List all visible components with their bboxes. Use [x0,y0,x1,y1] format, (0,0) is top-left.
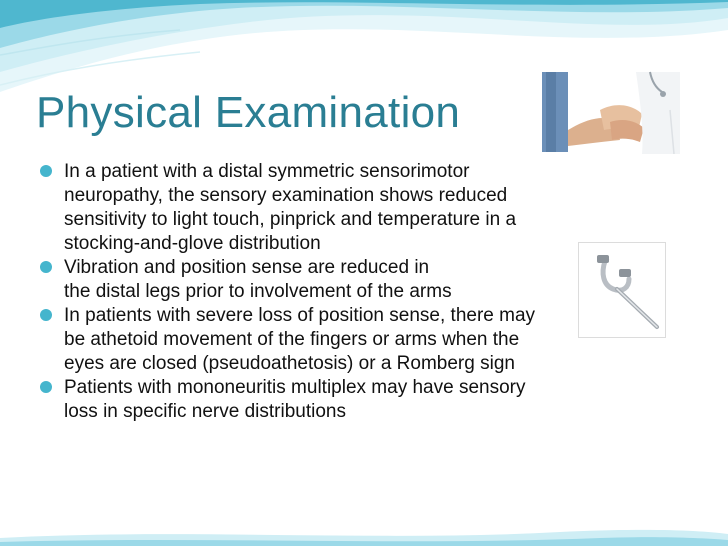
bullet-text-line: In a patient with a distal symmetric sensorimotor [64,161,470,182]
bullet-text-line: the distal legs prior to involvement of the arms [64,281,452,302]
bullet-marker-icon [40,165,52,177]
bullet-marker-icon [40,309,52,321]
bullet-item [40,160,680,256]
bullet-item [40,376,680,424]
bullet-text-line: neuropathy, the sensory examination shows reduced [64,185,508,206]
bullet-marker-icon [40,261,52,273]
bottom-wave-decoration [0,520,728,546]
slide-title: Physical Examination [36,88,461,137]
bullet-text-line: In patients with severe loss of position sense, there may [64,305,536,326]
bullet-text-line: be athetoid movement of the fingers or arms when the [64,329,520,350]
bullet-text-line: Vibration and position sense are reduced in [64,257,430,278]
bullet-item [40,256,680,304]
bullet-item [40,304,680,376]
doctor-hands-photo [540,70,680,154]
bullet-marker-icon [40,381,52,393]
bullet-list [40,160,680,424]
bullet-text-line: sensitivity to light touch, pinprick and temperature in a [64,209,517,230]
bullet-text-line: loss in specific nerve distributions [64,401,346,422]
bullet-text-line: eyes are closed (pseudoathetosis) or a Romberg sign [64,353,515,374]
bullet-text-line: stocking-and-glove distribution [64,233,321,254]
bullet-text-line: Patients with mononeuritis multiplex may have sensory [64,377,526,398]
